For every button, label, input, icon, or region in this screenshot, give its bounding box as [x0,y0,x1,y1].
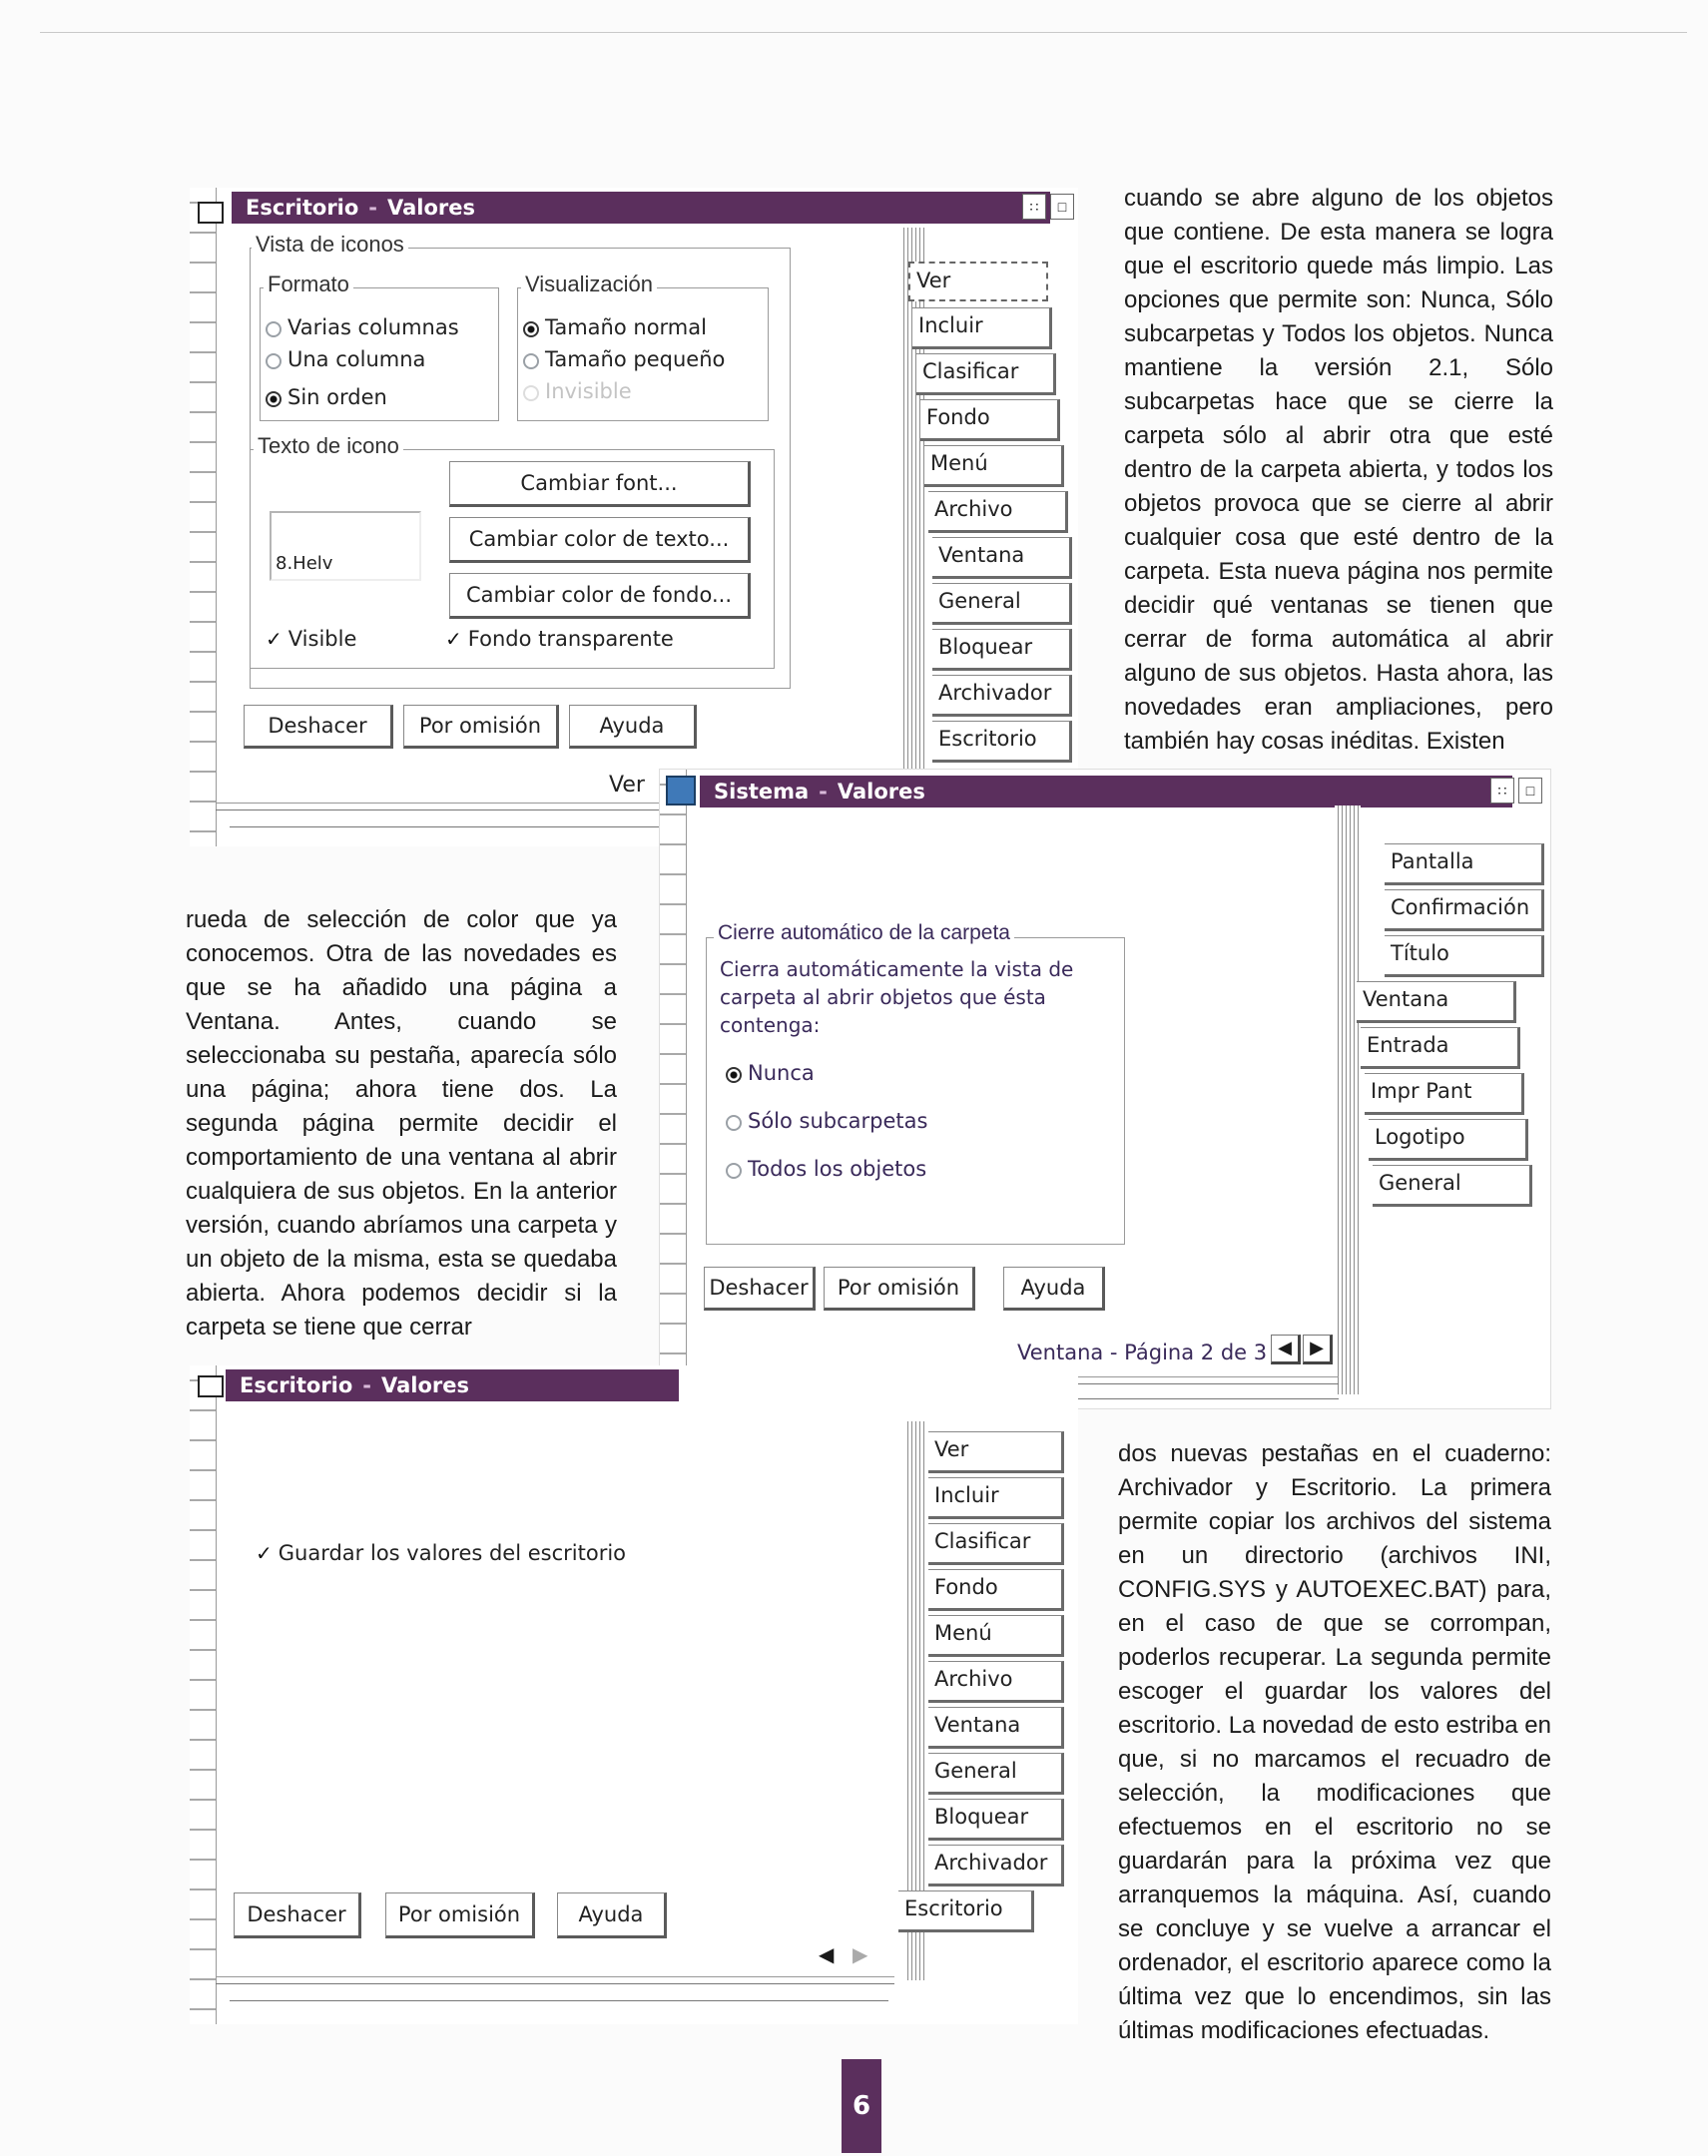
radio-no-order[interactable] [266,385,387,409]
radio-label: Tamaño pequeño [545,347,726,371]
minimize-button[interactable]: ∷ [1022,194,1046,220]
title-app: Sistema [714,780,810,804]
page-stack-edge [216,1976,894,1984]
checkbox-save-desktop-values[interactable] [256,1541,626,1565]
tab-fondo[interactable]: Fondo [928,1569,1064,1611]
help-button[interactable]: Ayuda [557,1892,667,1938]
next-page-arrow-icon[interactable]: ▶ [1303,1335,1333,1364]
maximize-button[interactable]: □ [1050,194,1074,220]
tab-archivador[interactable]: Archivador [932,675,1072,717]
title-section: Valores [387,196,476,220]
tab-stack-edge [1335,806,1361,1394]
radio-several-columns[interactable] [266,315,459,339]
radio-never[interactable] [726,1061,815,1085]
checkbox-label: Visible [287,627,357,651]
status-text: Ver [609,773,645,798]
radio-label: Una columna [287,347,426,371]
font-preview-text: 8.Helv [276,553,333,574]
tab-logotipo[interactable]: Logotipo [1369,1119,1528,1161]
notebook-icon [198,1375,224,1397]
display-label: Visualización [521,271,657,297]
checkbox-transparent-bg[interactable] [445,627,674,651]
undo-button[interactable]: Deshacer [704,1267,816,1311]
tab-archivo[interactable]: Archivo [928,491,1068,533]
page-stack-edge [230,1992,888,2001]
title-separator: - [368,196,378,220]
title-section: Valores [837,780,925,804]
tab-fondo[interactable]: Fondo [920,399,1060,441]
title-separator: - [362,1373,372,1397]
title-bar[interactable] [700,776,1512,808]
notebook-spiral [660,770,687,1408]
radio-icon [523,353,539,369]
radio-label: Varias columnas [287,315,459,339]
article-column-right-bottom: dos nuevas pestañas en el cuaderno: Archivador y Escritorio. La primera permite copiar los archivos del sistema en un directorio (archivos INI, CONFIG.SYS y AUTOEXEC.BAT) para, en el caso de que se corrompan, poderlos recuperar. La segunda permite escoger el guardar los valores del escritorio. La novedad de esto estriba en que, si no marcamos el recuadro de selección, la modificaciones que efectuemos en el escritorio no se guardarán para la próxima vez que arranquemos la máquina. Así, cuando se concluye y se vuelve a arrancar el ordenador, el escritorio aparece como la última vez que lo encendimos, sin las últimas modificaciones efectuadas. [1118,1440,1551,2044]
radio-only-subfolders[interactable] [726,1109,927,1133]
change-bg-color-button[interactable]: Cambiar color de fondo... [449,573,751,619]
tab-ver[interactable]: Ver [908,262,1048,301]
tab-clasificar[interactable]: Clasificar [916,353,1056,395]
default-button[interactable]: Por omisión [824,1267,975,1311]
radio-one-column[interactable] [266,347,425,371]
auto-close-label: Cierre automático de la carpeta [714,921,1014,945]
prev-page-arrow-icon[interactable]: ◀ [1271,1335,1301,1364]
prev-page-arrow-icon[interactable]: ◀ [819,1944,835,1966]
tab-general[interactable]: General [1373,1165,1532,1207]
icon-view-label: Vista de iconos [252,232,408,258]
radio-label: Sin orden [287,385,387,409]
window-buttons [1022,194,1074,220]
radio-icon [726,1163,742,1179]
minimize-button[interactable]: ∷ [1490,778,1514,804]
notebook-spiral [190,1365,217,2024]
radio-icon [266,353,282,369]
help-button[interactable]: Ayuda [569,705,697,749]
sistema-valores-window [659,769,1551,1409]
checkbox-visible[interactable] [266,627,356,651]
radio-icon [523,385,539,401]
radio-icon [726,1115,742,1131]
tab-bloquear[interactable]: Bloquear [928,1799,1064,1841]
tab-general[interactable]: General [932,583,1072,625]
tab-escritorio[interactable]: Escritorio [898,1890,1034,1932]
next-page-arrow-icon: ▶ [853,1944,868,1966]
title-app: Escritorio [246,196,359,220]
radio-all-objects[interactable] [726,1157,926,1181]
radio-small-size[interactable] [523,347,725,371]
window-buttons [1490,778,1542,804]
default-button[interactable]: Por omisión [403,705,559,749]
title-section: Valores [381,1373,470,1397]
tab-menu[interactable]: Menú [924,445,1064,487]
notebook-icon [198,202,224,224]
tab-pantalla[interactable]: Pantalla [1385,843,1544,885]
tab-confirmacion[interactable]: Confirmación [1385,889,1544,931]
change-font-button[interactable]: Cambiar font... [449,461,751,507]
tab-ventana[interactable]: Ventana [932,537,1072,579]
tab-incluir[interactable]: Incluir [912,307,1052,349]
page-indicator: Ventana - Página 2 de 3 [1017,1341,1268,1364]
escritorio-valores-window [190,188,1078,846]
tab-archivo[interactable]: Archivo [928,1661,1064,1703]
checkmark-icon: ✓ [445,627,462,651]
article-column-left-middle: rueda de selección de color que ya conocemos. Otra de las novedades es que se ha añadido una página a Ventana. Antes, cuando se seleccionaba su pestaña, aparecía sólo una página; ahora tiene dos. La segunda página permite decidir el comportamiento de una ventana al abrir cualquiera de sus objetos. En la anterior versión, cuando abríamos una carpeta y un objeto de la misma, esta se quedaba abierta. Ahora podemos decidir si la carpeta se tiene que cerrar [186,906,617,1341]
undo-button[interactable]: Deshacer [234,1892,361,1938]
tab-titulo[interactable]: Título [1385,935,1544,977]
radio-label: Invisible [545,379,632,403]
radio-label: Todos los objetos [748,1157,927,1181]
radio-label: Tamaño normal [545,315,707,339]
tab-ventana[interactable]: Ventana [1357,981,1516,1023]
title-bar[interactable] [226,1369,679,1401]
tab-general[interactable]: General [928,1753,1064,1795]
maximize-button[interactable]: □ [1518,778,1542,804]
title-app: Escritorio [240,1373,353,1397]
article-column-right-top: cuando se abre alguno de los objetos que contiene. De esta manera se logra que el escritorio quede más limpio. Las opciones que permite son: Nunca, Sólo subcarpetas y Todos los objetos. Nunca mantiene la versión 2.1, Sólo subcarpetas hace que se cierre la carpeta sólo al abrir otra que esté dentro de la carpeta abierta, y todos los objetos provoca que se cierre al abrir cualquier cosa que esté dentro de la carpeta. Esta nueva página nos permite decidir qué ventanas se tienen que cerrar de forma automática al abrir alguno de sus objetos. Hasta ahora, las novedades eran ampliaciones, pero también hay cosas inéditas. Existen [1124,185,1553,755]
undo-button[interactable]: Deshacer [244,705,393,749]
title-bar[interactable] [232,192,1050,224]
radio-label: Sólo subcarpetas [748,1109,928,1133]
page-top-rule [40,32,1687,33]
help-button[interactable]: Ayuda [1003,1267,1105,1311]
checkbox-label: Guardar los valores del escritorio [278,1541,627,1565]
tab-escritorio[interactable]: Escritorio [932,721,1072,763]
title-separator: - [819,780,828,804]
radio-icon [266,321,282,337]
checkmark-icon: ✓ [256,1541,273,1565]
tab-archivador[interactable]: Archivador [928,1845,1064,1886]
system-icon [666,776,696,806]
tab-ventana[interactable]: Ventana [928,1707,1064,1749]
page-number: 6 [842,2059,881,2153]
tab-impr-pant[interactable]: Impr Pant [1365,1073,1524,1115]
radio-invisible [523,379,632,403]
radio-selected-icon [266,391,282,407]
tab-entrada[interactable]: Entrada [1361,1027,1520,1069]
tab-incluir[interactable]: Incluir [928,1477,1064,1519]
tab-clasificar[interactable]: Clasificar [928,1523,1064,1565]
default-button[interactable]: Por omisión [385,1892,535,1938]
notebook-spiral [190,188,217,846]
tab-menu[interactable]: Menú [928,1615,1064,1657]
radio-selected-icon [726,1067,742,1083]
radio-label: Nunca [748,1061,815,1085]
tab-bloquear[interactable]: Bloquear [932,629,1072,671]
escritorio-desktop-window [190,1365,1078,2024]
icon-text-label: Texto de icono [254,433,403,459]
checkbox-label: Fondo transparente [467,627,674,651]
radio-normal-size[interactable] [523,315,707,339]
auto-close-description: Cierra automáticamente la vista de carpeta al abrir objetos que ésta contenga: [720,957,1074,1037]
change-text-color-button[interactable]: Cambiar color de texto... [449,517,751,563]
radio-selected-icon [523,321,539,337]
tab-ver[interactable]: Ver [928,1431,1064,1473]
checkmark-icon: ✓ [266,627,283,651]
format-label: Formato [264,271,353,297]
